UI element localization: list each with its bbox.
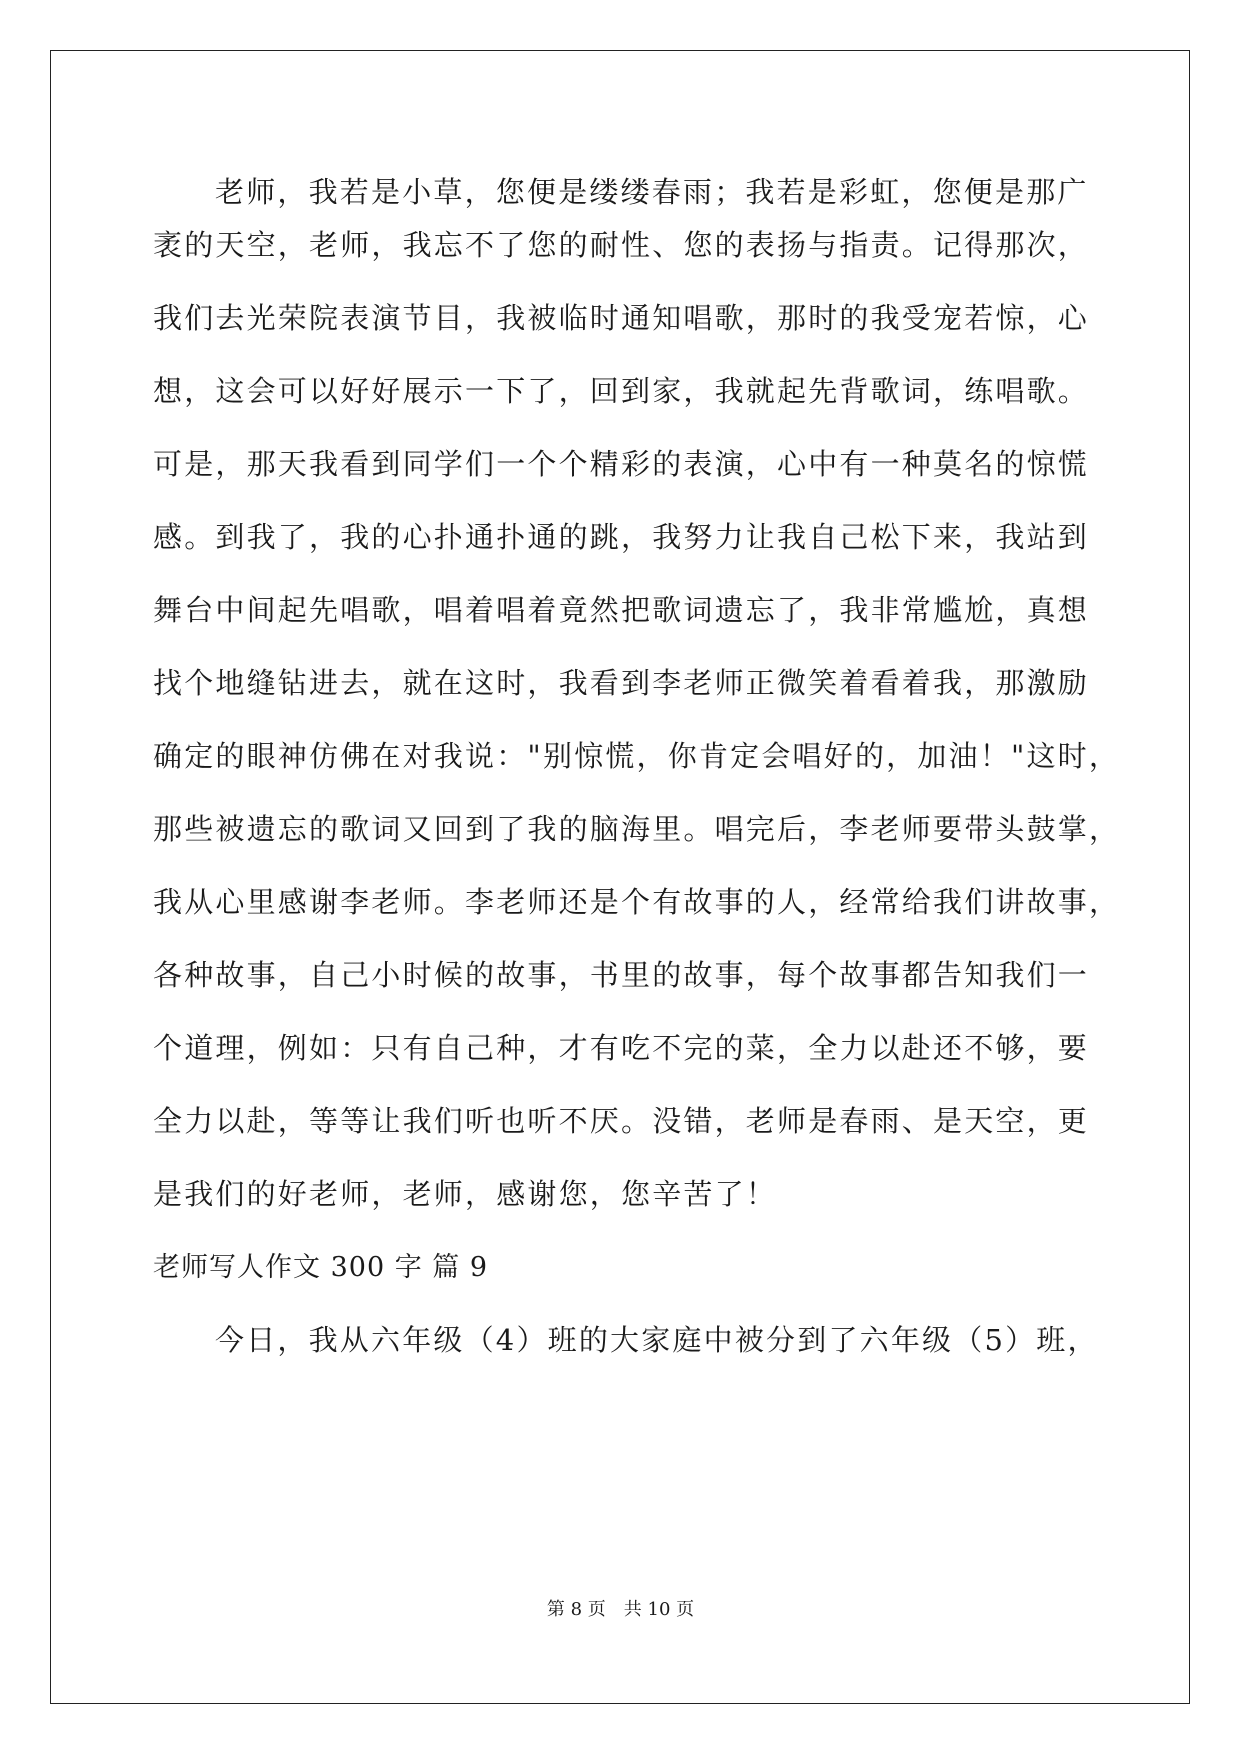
text-line: 舞台中间起先唱歌，唱着唱着竟然把歌词遗忘了，我非常尴尬，真想 — [153, 593, 1090, 627]
text-line: 全力以赴，等等让我们听也听不厌。没错，老师是春雨、是天空，更 — [153, 1104, 1090, 1138]
text-line: 各种故事，自己小时候的故事，书里的故事，每个故事都告知我们一 — [153, 958, 1090, 992]
text-line: 今日，我从六年级（4）班的大家庭中被分到了六年级（5）班， — [215, 1323, 1099, 1357]
text-line: 可是，那天我看到同学们一个个精彩的表演，心中有一种莫名的惊慌 — [153, 447, 1090, 481]
text-line: 那些被遗忘的歌词又回到了我的脑海里。唱完后，李老师要带头鼓掌， — [153, 812, 1121, 846]
text-line: 老师，我若是小草，您便是缕缕春雨；我若是彩虹，您便是那广 — [215, 175, 1089, 209]
text-line: 是我们的好老师，老师，感谢您，您辛苦了！ — [153, 1177, 778, 1211]
section-heading: 老师写人作文 300 字 篇 9 — [153, 1252, 489, 1283]
text-line: 感。到我了，我的心扑通扑通的跳，我努力让我自己松下来，我站到 — [153, 520, 1090, 554]
text-line: 想，这会可以好好展示一下了，回到家，我就起先背歌词，练唱歌。 — [153, 374, 1090, 408]
text-line: 我们去光荣院表演节目，我被临时通知唱歌，那时的我受宠若惊，心 — [153, 301, 1090, 335]
text-line: 确定的眼神仿佛在对我说："别惊慌，你肯定会唱好的，加油！"这时， — [153, 739, 1121, 773]
text-line: 个道理，例如：只有自己种，才有吃不完的菜，全力以赴还不够，要 — [153, 1031, 1090, 1065]
text-line: 找个地缝钻进去，就在这时，我看到李老师正微笑着看着我，那激励 — [153, 666, 1090, 700]
text-line: 袤的天空，老师，我忘不了您的耐性、您的表扬与指责。记得那次， — [153, 228, 1090, 262]
text-line: 我从心里感谢李老师。李老师还是个有故事的人，经常给我们讲故事， — [153, 885, 1121, 919]
page-number-footer: 第 8 页 共 10 页 — [546, 1599, 695, 1620]
